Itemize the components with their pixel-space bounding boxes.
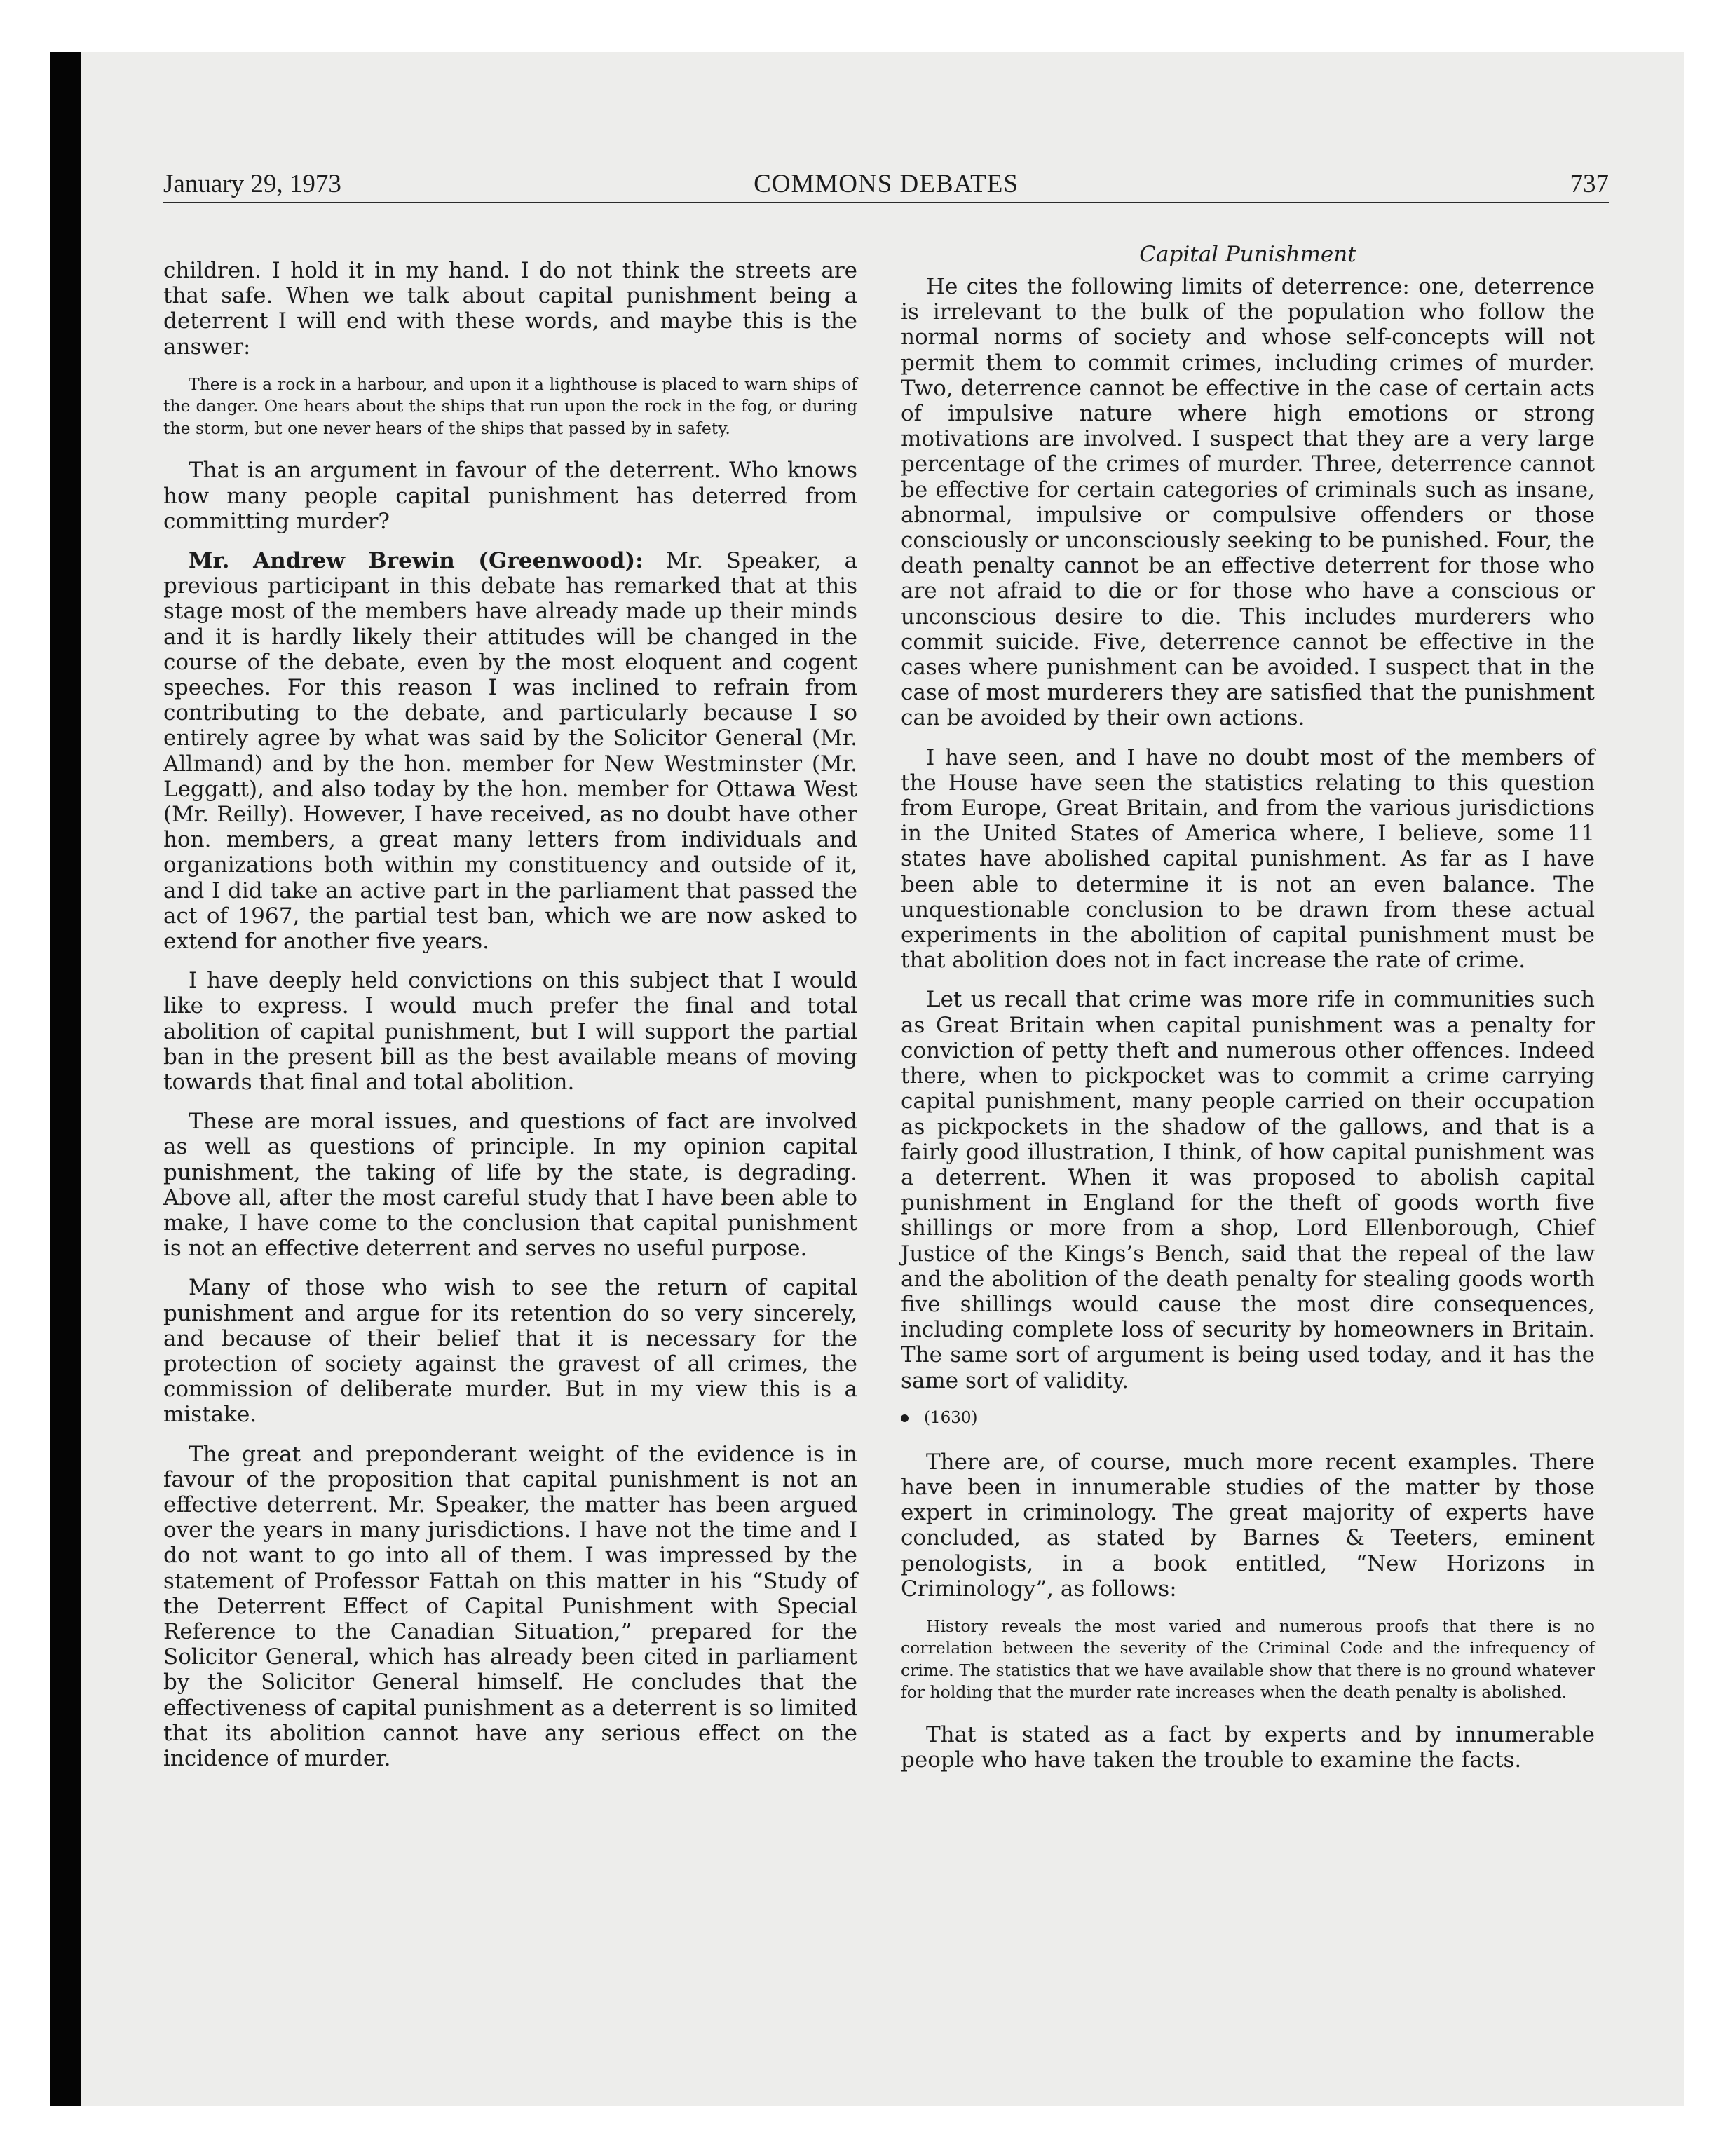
paragraph: There are, of course, much more recent examples. There have been in innumerable studies of the matter by those expert in criminology. The great majority of experts have concluded, as stated by Barnes & Teeters, eminent penologists, in a book entitled, “New Horizons in Criminology”, as follows: — [901, 1449, 1595, 1602]
paragraph: That is an argument in favour of the deterrent. Who knows how many people capital punishment has deterred from committing murder? — [163, 458, 857, 534]
paragraph: Let us recall that crime was more rife in communities such as Great Britain when capital punishment was a penalty for conviction of petty theft and numerous other offences. Indeed there, when to pickpocket was to commit a crime carrying capital punishment, many people carried on their occupation as pickpockets in the shadow of the gallows, and that is a fairly good illustration, I think, of how capital punishment was a deterrent. When it was proposed to abolish capital punishment in England for the theft of goods worth five shillings or more from a shop, Lord Ellenborough, Chief Justice of the Kings’s Bench, said that the repeal of the law and the abolition of the death penalty for stealing goods worth five shillings would cause the most dire consequences, including complete loss of security by homeowners in Britain. The same sort of argument is being used today, and it has the same sort of validity. — [901, 987, 1595, 1393]
paragraph: I have deeply held convictions on this subject that I would like to express. I would much prefer the final and total abolition of capital punishment, but I will support the partial ban in the present bill as the best available means of moving towards that final and total abolition. — [163, 968, 857, 1095]
left-column — [163, 258, 857, 1785]
paragraph: children. I hold it in my hand. I do not think the streets are that safe. When we talk about capital punishment being a deterrent I will end with these words, and maybe this is the answer: — [163, 258, 857, 360]
timestamp-marker — [901, 1407, 1595, 1428]
paragraph: I have seen, and I have no doubt most of the members of the House have seen the statistics relating to this question from Europe, Great Britain, and from the various jurisdictions in the United States of America where, I believe, some 11 states have abolished capital punishment. As far as I have been able to determine it is not an even balance. The unquestionable conclusion to be drawn from these actual experiments in the abolition of capital punishment must be that abolition does not in fact increase the rate of crime. — [901, 744, 1595, 974]
bullet-icon — [901, 1414, 909, 1422]
timestamp-text: (1630) — [924, 1408, 978, 1427]
speech-text: Mr. Speaker, a previous participant in this debate has remarked that at this stage most of the members have already made up their minds and it is hardly likely their attitudes will be changed in the course of the debate, even by the most eloquent and cogent speeches. For this reason I was inclined to refrain from contributing to the debate, and particularly because I so entirely agree by what was said by the Solicitor General (Mr. Allmand) and by the hon. member for New Westminster (Mr. Leggatt), and also today by the hon. member for Ottawa West (Mr. Reilly). However, I have received, as no doubt have other hon. members, a great many letters from individuals and organizations both within my constituency and outside of it, and I did take an active part in the parliament that passed the act of 1967, the partial test ban, which we are now asked to extend for another five years. — [163, 547, 857, 954]
paragraph: He cites the following limits of deterrence: one, deterrence is irrelevant to the bulk of the population who follow the normal norms of society and whose self-concepts will not permit them to commit crimes, including crimes of murder. Two, deterrence cannot be effective in the case of certain acts of impulsive nature where high emotions or strong motivations are involved. I suspect that they are a very large percentage of the crimes of murder. Three, deterrence cannot be effective for certain categories of criminals such as insane, abnormal, impulsive or compulsive offenders or those consciously or unconsciously seeking to be punished. Four, the death penalty cannot be an effective deterrent for those who are not afraid to die or for those who have a conscious or unconscious desire to die. This includes murderers who commit suicide. Five, deterrence cannot be effective in the cases where punishment can be avoided. I suspect that in the case of most murderers they are satisfied that the punishment can be avoided by their own actions. — [901, 274, 1595, 731]
paragraph: These are moral issues, and questions of fact are involved as well as questions of principle. In my opinion capital punishment, the taking of life by the state, is degrading. Above all, after the most careful study that I have been able to make, I have come to the conclusion that capital punishment is not an effective deterrent and serves no useful purpose. — [163, 1109, 857, 1262]
speaker-paragraph — [163, 548, 857, 954]
speaker-name: Mr. Andrew Brewin (Greenwood): — [189, 547, 644, 573]
paragraph: The great and preponderant weight of the evidence is in favour of the proposition that capital punishment is not an effective deterrent. Mr. Speaker, the matter has been argued over the years in many jurisdictions. I have not the time and I do not want to go into all of them. I was impressed by the statement of Professor Fattah on this matter in his “Study of the Deterrent Effect of Capital Punishment with Special Reference to the Canadian Situation,” prepared for the Solicitor General, which has already been cited in parliament by the Solicitor General himself. He concludes that the effectiveness of capital punishment as a deterrent is so limited that its abolition cannot have any serious effect on the incidence of murder. — [163, 1441, 857, 1772]
block-quote: There is a rock in a harbour, and upon it a lighthouse is placed to warn ships of the danger. One hears about the ships that run upon the rock in the fog, or during the storm, but one never hears of the ships that passed by in safety. — [163, 374, 857, 438]
block-quote: History reveals the most varied and numerous proofs that there is no correlation between the severity of the Criminal Code and the infrequency of crime. The statistics that we have available show that there is no ground whatever for holding that the murder rate increases when the death penalty is abolished. — [901, 1616, 1595, 1703]
right-column — [901, 242, 1595, 1787]
running-header — [163, 167, 1609, 203]
section-heading: Capital Punishment — [1139, 242, 1356, 267]
header-publication-title: COMMONS DEBATES — [754, 170, 1019, 198]
header-page-number: 737 — [1570, 170, 1609, 198]
header-date: January 29, 1973 — [163, 170, 341, 198]
paragraph: That is stated as a fact by experts and by innumerable people who have taken the trouble to examine the facts. — [901, 1721, 1595, 1773]
binding-edge-shadow — [50, 52, 81, 2106]
paragraph: Many of those who wish to see the return of capital punishment and argue for its retention do so very sincerely, and because of their belief that it is necessary for the protection of society against the gravest of all crimes, the commission of deliberate murder. But in my view this is a mistake. — [163, 1275, 857, 1428]
